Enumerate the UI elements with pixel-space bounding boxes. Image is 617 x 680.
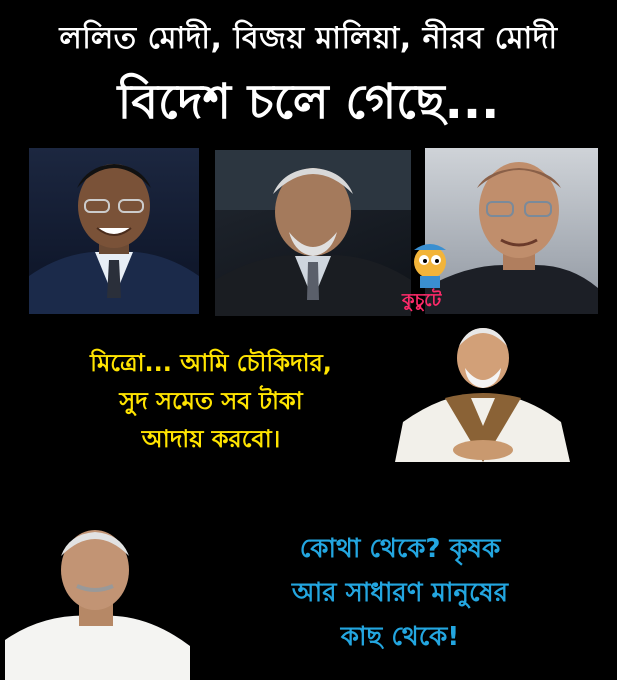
header-line-2: বিদেশ চলে গেছে... (117, 74, 500, 130)
header-line-1: ললিত মোদী, বিজয় মালিয়া, নীরব মোদী (59, 21, 558, 56)
portrait-photo-1 (29, 148, 199, 314)
speech-yellow-line-1: মিত্রো... আমি চৌকিদার, (90, 349, 332, 377)
speech-blue-line-1: কোথা থেকে? কৃষক (299, 534, 501, 564)
logo-text: কুচুটে (402, 290, 442, 311)
portrait-photo-5 (5, 520, 190, 680)
speech-blue-line-2: আর সাধারণ মানুষের (291, 578, 509, 608)
portrait-photo-4 (395, 322, 570, 462)
portrait-photo-2 (215, 150, 411, 316)
speech-blue-line-3: কাছ থেকে! (340, 622, 460, 652)
kuchute-logo (400, 240, 462, 310)
speech-yellow-line-2: সুদ সমেত সব টাকা (119, 387, 303, 415)
speech-yellow-line-3: আদায় করবো। (141, 425, 281, 453)
